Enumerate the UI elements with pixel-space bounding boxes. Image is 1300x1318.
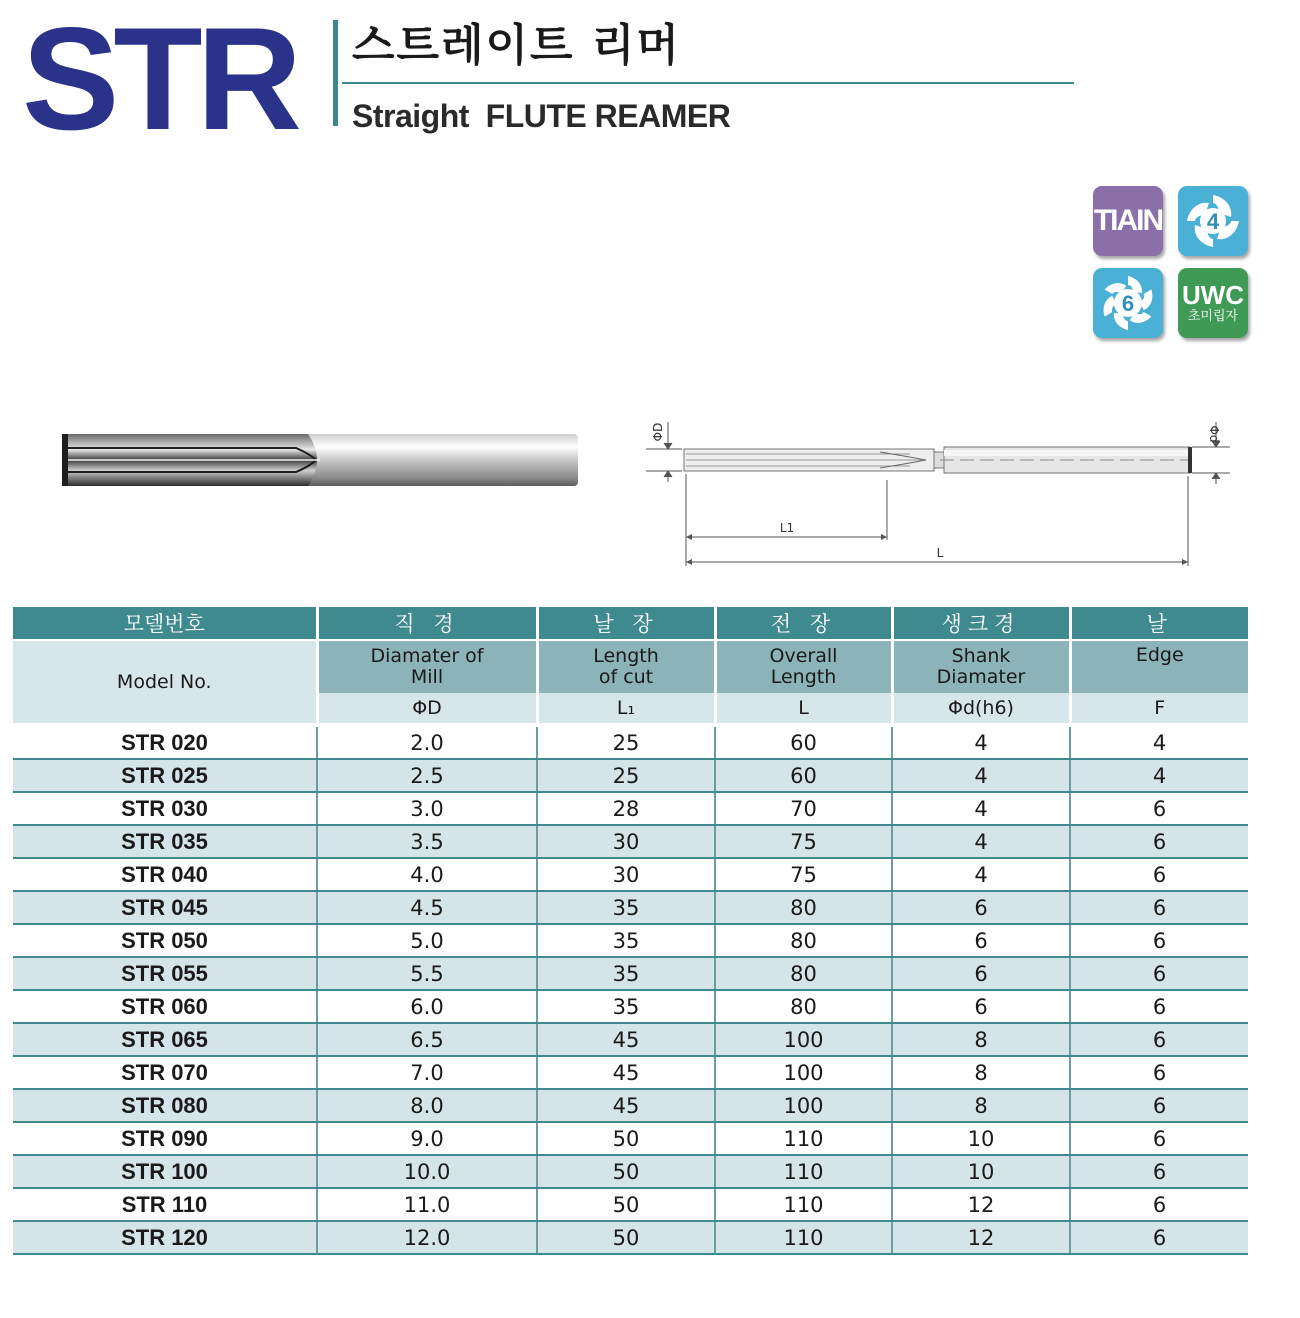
material-badge-korean: 초미립자 <box>1187 309 1239 324</box>
coating-badge <box>1093 186 1163 256</box>
cell-shank-diameter: 12 <box>892 1221 1070 1254</box>
cell-diameter: 6.0 <box>317 990 537 1023</box>
cell-shank-diameter: 4 <box>892 792 1070 825</box>
cell-edge-count: 6 <box>1070 792 1248 825</box>
cell-overall-length: 110 <box>715 1155 892 1188</box>
cell-overall-length: 110 <box>715 1122 892 1155</box>
cell-overall-length: 80 <box>715 891 892 924</box>
reamer-photo <box>58 428 588 492</box>
cell-shank-diameter: 4 <box>892 759 1070 792</box>
four-flute-number: 4 <box>1206 209 1220 234</box>
material-badge <box>1178 268 1248 338</box>
page-title-english: Straight FLUTE REAMER <box>352 98 731 134</box>
six-flute-symbol <box>1093 268 1163 338</box>
cell-shank-diameter: 4 <box>892 825 1070 858</box>
title-accent-bar <box>333 20 338 126</box>
cell-diameter: 10.0 <box>317 1155 537 1188</box>
cell-diameter: 11.0 <box>317 1188 537 1221</box>
header-diameter-en: Diamater of Mill <box>317 640 537 693</box>
cell-cut-length: 45 <box>537 1089 715 1122</box>
cell-model-no: STR 045 <box>13 891 317 924</box>
cell-shank-diameter: 6 <box>892 891 1070 924</box>
cell-cut-length: 25 <box>537 759 715 792</box>
table-row <box>13 1221 1248 1254</box>
cell-shank-diameter: 8 <box>892 1023 1070 1056</box>
header-model-en: Model No. <box>13 640 317 725</box>
title-divider <box>342 82 1074 84</box>
cell-cut-length: 35 <box>537 924 715 957</box>
cell-cut-length: 35 <box>537 957 715 990</box>
cell-overall-length: 80 <box>715 990 892 1023</box>
cell-diameter: 4.5 <box>317 891 537 924</box>
cell-overall-length: 60 <box>715 725 892 759</box>
cell-diameter: 7.0 <box>317 1056 537 1089</box>
cell-shank-diameter: 4 <box>892 725 1070 759</box>
cell-edge-count: 4 <box>1070 725 1248 759</box>
cell-cut-length: 35 <box>537 990 715 1023</box>
coating-badge-label: TIAIN <box>1093 204 1163 237</box>
cell-overall-length: 80 <box>715 957 892 990</box>
header-shank-kr: 생크경 <box>892 607 1070 640</box>
cell-shank-diameter: 10 <box>892 1122 1070 1155</box>
cell-model-no: STR 110 <box>13 1188 317 1221</box>
cell-edge-count: 6 <box>1070 891 1248 924</box>
cell-shank-diameter: 6 <box>892 924 1070 957</box>
cell-edge-count: 6 <box>1070 1023 1248 1056</box>
table-row <box>13 891 1248 924</box>
header-cut-length-kr: 날 장 <box>537 607 715 640</box>
table-row <box>13 1023 1248 1056</box>
cell-overall-length: 60 <box>715 759 892 792</box>
overall-length-label: L <box>936 546 944 560</box>
cell-cut-length: 35 <box>537 891 715 924</box>
cell-cut-length: 45 <box>537 1023 715 1056</box>
cell-model-no: STR 090 <box>13 1122 317 1155</box>
cell-cut-length: 30 <box>537 825 715 858</box>
cell-model-no: STR 080 <box>13 1089 317 1122</box>
cell-model-no: STR 120 <box>13 1221 317 1254</box>
cell-model-no: STR 020 <box>13 725 317 759</box>
cell-overall-length: 70 <box>715 792 892 825</box>
cell-shank-diameter: 4 <box>892 858 1070 891</box>
cell-overall-length: 75 <box>715 825 892 858</box>
cell-diameter: 6.5 <box>317 1023 537 1056</box>
header-overall-length-kr: 전 장 <box>715 607 892 640</box>
cell-model-no: STR 100 <box>13 1155 317 1188</box>
diameter-dimension-label: ΦD <box>651 422 665 442</box>
table-row <box>13 725 1248 759</box>
cell-diameter: 3.5 <box>317 825 537 858</box>
cell-shank-diameter: 6 <box>892 990 1070 1023</box>
symbol-diameter: ΦD <box>317 693 537 725</box>
cell-model-no: STR 060 <box>13 990 317 1023</box>
material-badge-label: UWC <box>1181 280 1245 310</box>
table-row <box>13 792 1248 825</box>
cell-shank-diameter: 10 <box>892 1155 1070 1188</box>
cell-edge-count: 6 <box>1070 1089 1248 1122</box>
cell-cut-length: 50 <box>537 1221 715 1254</box>
cell-cut-length: 50 <box>537 1188 715 1221</box>
cell-cut-length: 25 <box>537 725 715 759</box>
brand-logo: STR <box>22 0 296 160</box>
table-row <box>13 825 1248 858</box>
cell-overall-length: 100 <box>715 1023 892 1056</box>
cell-edge-count: 6 <box>1070 825 1248 858</box>
cell-shank-diameter: 12 <box>892 1188 1070 1221</box>
cell-overall-length: 100 <box>715 1056 892 1089</box>
cell-model-no: STR 055 <box>13 957 317 990</box>
cell-model-no: STR 050 <box>13 924 317 957</box>
table-row <box>13 759 1248 792</box>
cell-cut-length: 50 <box>537 1122 715 1155</box>
cell-edge-count: 6 <box>1070 1221 1248 1254</box>
header-row-korean <box>13 607 1248 640</box>
header-row-english <box>13 640 1248 693</box>
cell-edge-count: 6 <box>1070 858 1248 891</box>
cell-model-no: STR 025 <box>13 759 317 792</box>
four-flute-symbol <box>1178 186 1248 256</box>
cell-overall-length: 80 <box>715 924 892 957</box>
cell-diameter: 5.0 <box>317 924 537 957</box>
cell-cut-length: 50 <box>537 1155 715 1188</box>
cell-diameter: 8.0 <box>317 1089 537 1122</box>
spec-table <box>13 607 1248 1255</box>
page-title-korean: 스트레이트 리머 <box>352 20 681 71</box>
table-row <box>13 1089 1248 1122</box>
cell-model-no: STR 030 <box>13 792 317 825</box>
cell-shank-diameter: 6 <box>892 957 1070 990</box>
table-row <box>13 924 1248 957</box>
cell-shank-diameter: 8 <box>892 1089 1070 1122</box>
cell-edge-count: 6 <box>1070 1056 1248 1089</box>
header-edge-kr: 날 <box>1070 607 1248 640</box>
symbol-cut-length: L₁ <box>537 693 715 725</box>
six-flute-number: 6 <box>1121 291 1135 316</box>
table-row <box>13 1056 1248 1089</box>
cell-model-no: STR 035 <box>13 825 317 858</box>
spec-table-body <box>13 725 1248 1254</box>
cell-model-no: STR 065 <box>13 1023 317 1056</box>
table-row <box>13 990 1248 1023</box>
cell-diameter: 3.0 <box>317 792 537 825</box>
header-edge-en: Edge <box>1070 640 1248 693</box>
cell-diameter: 4.0 <box>317 858 537 891</box>
four-flute-icon <box>1178 186 1248 256</box>
header-diameter-kr: 직 경 <box>317 607 537 640</box>
table-row <box>13 1122 1248 1155</box>
cell-edge-count: 6 <box>1070 957 1248 990</box>
cell-diameter: 2.5 <box>317 759 537 792</box>
cell-cut-length: 45 <box>537 1056 715 1089</box>
symbol-shank: Φd(h6) <box>892 693 1070 725</box>
cell-shank-diameter: 8 <box>892 1056 1070 1089</box>
cell-model-no: STR 040 <box>13 858 317 891</box>
table-row <box>13 957 1248 990</box>
header-overall-length-en: Overall Length <box>715 640 892 693</box>
header-model-kr: 모델번호 <box>13 607 317 640</box>
cell-overall-length: 110 <box>715 1221 892 1254</box>
cell-diameter: 9.0 <box>317 1122 537 1155</box>
cell-edge-count: 6 <box>1070 924 1248 957</box>
table-row <box>13 1188 1248 1221</box>
reamer-dimension-diagram <box>640 412 1240 572</box>
six-flute-icon <box>1093 268 1163 338</box>
cell-diameter: 2.0 <box>317 725 537 759</box>
cell-edge-count: 6 <box>1070 1155 1248 1188</box>
cut-length-label: L1 <box>779 521 795 535</box>
symbol-edge: F <box>1070 693 1248 725</box>
table-row <box>13 858 1248 891</box>
cell-diameter: 5.5 <box>317 957 537 990</box>
spec-table-container <box>13 607 1248 1255</box>
cell-overall-length: 110 <box>715 1188 892 1221</box>
cell-cut-length: 30 <box>537 858 715 891</box>
header-cut-length-en: Length of cut <box>537 640 715 693</box>
cell-edge-count: 4 <box>1070 759 1248 792</box>
cell-overall-length: 100 <box>715 1089 892 1122</box>
symbol-overall-length: L <box>715 693 892 725</box>
cell-model-no: STR 070 <box>13 1056 317 1089</box>
table-row <box>13 1155 1248 1188</box>
cell-diameter: 12.0 <box>317 1221 537 1254</box>
cell-edge-count: 6 <box>1070 990 1248 1023</box>
header-shank-en: Shank Diamater <box>892 640 1070 693</box>
cell-edge-count: 6 <box>1070 1188 1248 1221</box>
shank-dimension-label: Φd <box>1207 425 1221 443</box>
cell-overall-length: 75 <box>715 858 892 891</box>
cell-edge-count: 6 <box>1070 1122 1248 1155</box>
cell-cut-length: 28 <box>537 792 715 825</box>
